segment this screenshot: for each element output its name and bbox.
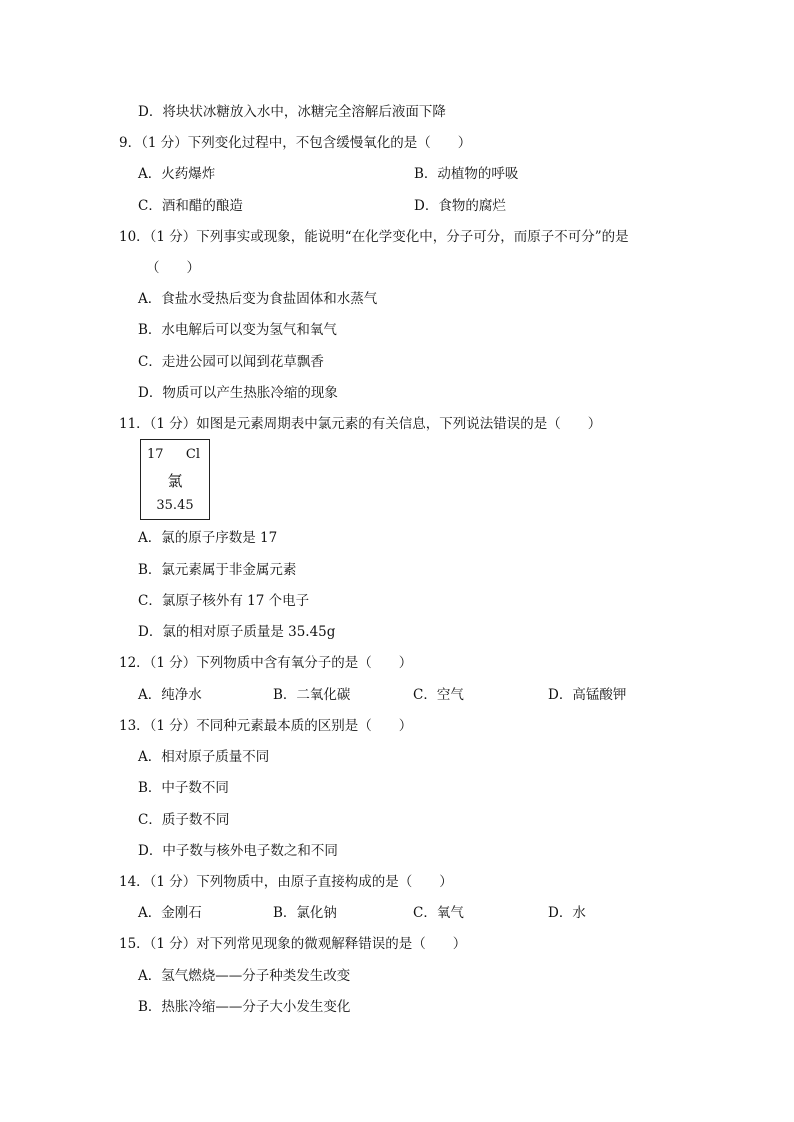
q12-stem: 12．（1 分）下列物质中含有氧分子的是（ ） <box>119 655 413 671</box>
q10-option-b: B．水电解后可以变为氢气和氧气 <box>138 322 337 338</box>
q13-option-a: A．相对原子质量不同 <box>138 749 270 765</box>
q14-option-b: B．氯化钠 <box>273 905 337 921</box>
q15-stem: 15．（1 分）对下列常见现象的微观解释错误的是（ ） <box>119 936 467 952</box>
q14-stem: 14．（1 分）下列物质中，由原子直接构成的是（ ） <box>119 874 453 890</box>
q15-option-b: B．热胀冷缩——分子大小发生变化 <box>138 999 351 1015</box>
q14-option-d: D．水 <box>548 905 586 921</box>
q12-option-a: A．纯净水 <box>138 687 202 703</box>
element-name: 氯 <box>167 472 183 490</box>
element-atomic-mass: 35.45 <box>156 498 194 513</box>
q13-option-d: D．中子数与核外电子数之和不同 <box>138 843 338 859</box>
chlorine-element-card <box>140 439 210 520</box>
element-symbol: Cl <box>185 447 200 462</box>
q9-option-c: C．酒和醋的酿造 <box>138 198 243 214</box>
q11-option-d: D．氯的相对原子质量是 35.45g <box>138 624 336 640</box>
q14-option-c: C．氧气 <box>413 905 464 921</box>
q11-option-b: B．氯元素属于非金属元素 <box>138 562 297 578</box>
q9-option-a: A．火药爆炸 <box>138 166 216 182</box>
q11-option-c: C．氯原子核外有 17 个电子 <box>138 593 310 609</box>
q13-option-b: B．中子数不同 <box>138 780 229 796</box>
q9-stem: 9．（1 分）下列变化过程中，不包含缓慢氧化的是（ ） <box>119 135 472 151</box>
q10-option-c: C．走进公园可以闻到花草飘香 <box>138 354 324 370</box>
q13-stem: 13．（1 分）不同种元素最本质的区别是（ ） <box>119 718 413 734</box>
q13-option-c: C．质子数不同 <box>138 812 230 828</box>
q11-stem: 11．（1 分）如图是元素周期表中氯元素的有关信息，下列说法错误的是（ ） <box>119 416 602 432</box>
q11-option-a: A．氯的原子序数是 17 <box>138 530 278 546</box>
q10-stem: 10．（1 分）下列事实或现象，能说明“在化学变化中，分子可分，而原子不可分”的是 <box>119 229 629 245</box>
q10-stem-continued: （ ） <box>146 260 200 276</box>
q10-option-a: A．食盐水受热后变为食盐固体和水蒸气 <box>138 291 378 307</box>
q15-option-a: A．氢气燃烧——分子种类发生改变 <box>138 968 351 984</box>
q10-option-d: D．物质可以产生热胀冷缩的现象 <box>138 385 338 401</box>
q14-option-a: A．金刚石 <box>138 905 202 921</box>
q9-option-d: D．食物的腐烂 <box>414 198 506 214</box>
element-atomic-number: 17 <box>147 447 164 462</box>
q12-option-d: D．高锰酸钾 <box>548 687 627 703</box>
q12-option-c: C．空气 <box>413 687 464 703</box>
q9-option-b: B．动植物的呼吸 <box>414 166 519 182</box>
q12-option-b: B．二氧化碳 <box>273 687 351 703</box>
q8-option-d: D．将块状冰糖放入水中，冰糖完全溶解后液面下降 <box>138 104 446 120</box>
